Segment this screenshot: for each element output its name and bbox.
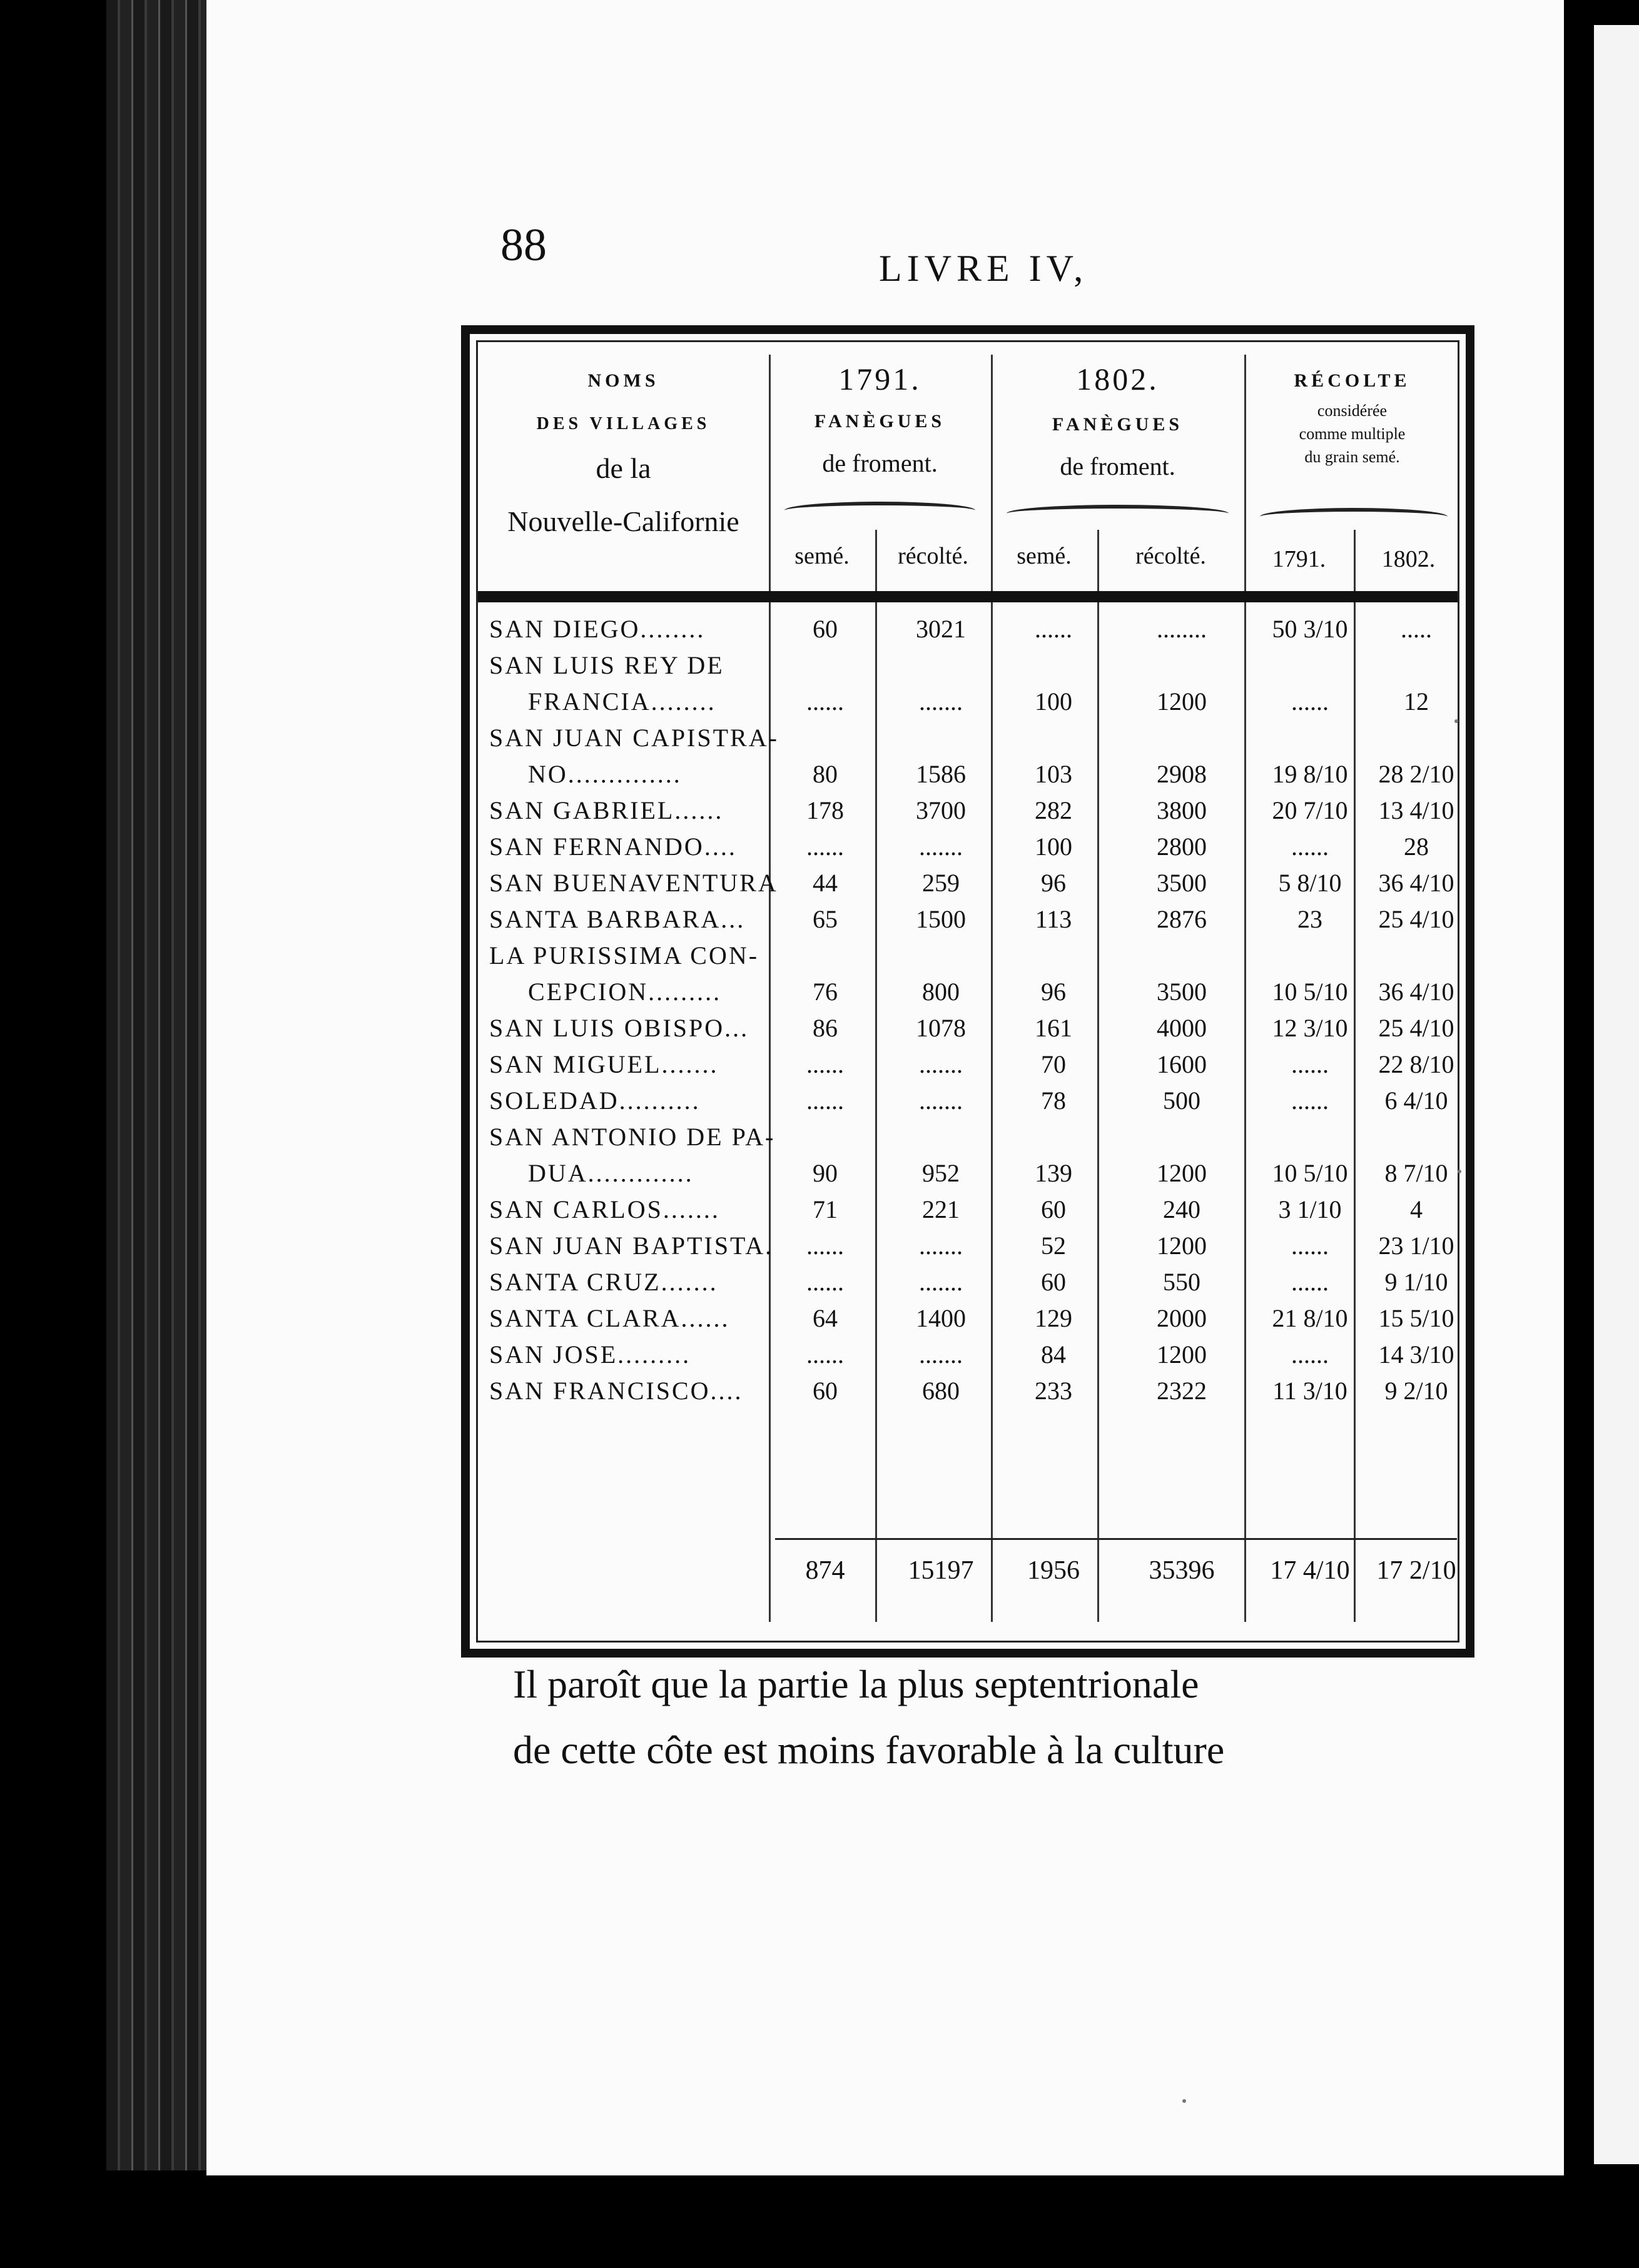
seme-1802: 113 xyxy=(1035,905,1072,933)
seme-1802: 52 xyxy=(1041,1232,1066,1260)
multiple-1802: 9 1/10 xyxy=(1384,1268,1448,1296)
seme-1802: 100 xyxy=(1035,833,1072,861)
seme-1791: 80 xyxy=(813,760,838,788)
seme-1802: 60 xyxy=(1041,1195,1066,1223)
recolte-1791: 221 xyxy=(922,1195,960,1223)
recolte-1791: ....... xyxy=(919,833,963,861)
total-seme-1802: 1956 xyxy=(1027,1556,1080,1585)
header-villages: DES VILLAGES xyxy=(536,414,711,433)
table-row xyxy=(484,1195,1451,1231)
page-number: 88 xyxy=(500,220,547,271)
multiple-1791: ...... xyxy=(1291,833,1329,861)
header-noms: NOMS xyxy=(587,370,659,391)
recolte-1802: 2876 xyxy=(1157,905,1207,933)
total-multiple-1791: 17 4/10 xyxy=(1270,1556,1350,1585)
seme-1791: 178 xyxy=(806,796,844,824)
seme-1791: 86 xyxy=(813,1014,838,1042)
body-text-line-2: de cette côte est moins favorable à la culture xyxy=(513,1728,1225,1772)
header-multiple-1791: 1791. xyxy=(1272,546,1326,572)
village-name: NO.............. xyxy=(528,760,682,788)
total-recolte-1791: 15197 xyxy=(908,1556,974,1585)
table-row xyxy=(484,941,1451,977)
seme-1791: 60 xyxy=(813,615,838,643)
recolte-1791: 680 xyxy=(922,1377,960,1405)
recolte-1791: ....... xyxy=(919,1268,963,1296)
seme-1802: 282 xyxy=(1035,796,1072,824)
seme-1791: 60 xyxy=(813,1377,838,1405)
multiple-1802: 28 2/10 xyxy=(1378,760,1454,788)
recolte-1802: 240 xyxy=(1163,1195,1200,1223)
village-name: SAN JUAN CAPISTRA- xyxy=(489,724,779,752)
table-row xyxy=(484,1050,1454,1086)
header-faneques-1791: FANÈGUES xyxy=(814,411,946,432)
village-name: SAN JOSE......... xyxy=(489,1340,691,1369)
multiple-1802: 25 4/10 xyxy=(1378,1014,1454,1042)
village-name: SAN CARLOS....... xyxy=(489,1195,720,1223)
village-name: DUA............. xyxy=(528,1159,694,1187)
multiple-1802: 25 4/10 xyxy=(1378,905,1454,933)
table-row xyxy=(484,832,1451,868)
data-table xyxy=(461,325,1474,1658)
multiple-1791: 11 3/10 xyxy=(1272,1377,1347,1405)
village-name: SAN LUIS OBISPO... xyxy=(489,1014,749,1042)
table-row xyxy=(484,868,1454,904)
recolte-1791: 259 xyxy=(922,869,960,897)
table-row xyxy=(484,1122,1451,1158)
village-name: SAN FRANCISCO.... xyxy=(489,1377,743,1405)
seme-1791: ...... xyxy=(806,1050,844,1078)
seme-1791: ...... xyxy=(806,1232,844,1260)
multiple-1802: 28 xyxy=(1404,833,1429,861)
village-name: SAN DIEGO........ xyxy=(489,615,706,643)
multiple-1802: 14 3/10 xyxy=(1378,1340,1454,1369)
seme-1802: ...... xyxy=(1035,615,1072,643)
table-row xyxy=(484,1013,1454,1050)
seme-1802: 78 xyxy=(1041,1086,1066,1115)
recolte-1802: 1200 xyxy=(1157,1340,1207,1369)
recolte-1802: 1200 xyxy=(1157,1159,1207,1187)
recolte-1791: 800 xyxy=(922,978,960,1006)
multiple-1791: 21 8/10 xyxy=(1272,1304,1348,1332)
recolte-1802: 2800 xyxy=(1157,833,1207,861)
brace-1791 xyxy=(784,502,975,519)
header-froment-1802: de froment. xyxy=(1060,452,1175,480)
multiple-1791: ...... xyxy=(1291,1340,1329,1369)
seme-1802: 103 xyxy=(1035,760,1072,788)
recolte-1802: 2322 xyxy=(1157,1377,1207,1405)
table-row xyxy=(484,977,1454,1013)
recolte-1791: 952 xyxy=(922,1159,960,1187)
seme-1791: ...... xyxy=(806,1086,844,1115)
recolte-1802: 2908 xyxy=(1157,760,1207,788)
village-name: CEPCION......... xyxy=(528,978,722,1006)
multiple-1791: 10 5/10 xyxy=(1272,1159,1348,1187)
header-recolte-1802: récolté. xyxy=(1135,543,1206,569)
multiple-1802: 6 4/10 xyxy=(1384,1086,1448,1115)
recolte-1802: 3500 xyxy=(1157,869,1207,897)
village-name: SAN FERNANDO.... xyxy=(489,833,737,861)
village-name: SAN MIGUEL....... xyxy=(489,1050,719,1078)
header-recolte-line3: du grain semé. xyxy=(1304,448,1400,466)
seme-1802: 161 xyxy=(1035,1014,1072,1042)
recolte-1802: 1200 xyxy=(1157,1232,1207,1260)
header-faneques-1802: FANÈGUES xyxy=(1052,414,1184,435)
header-froment-1791: de froment. xyxy=(822,449,938,477)
multiple-1791: 20 7/10 xyxy=(1272,796,1348,824)
multiple-1802: ..... xyxy=(1401,615,1432,643)
table-row xyxy=(484,1304,1454,1340)
multiple-1802: 15 5/10 xyxy=(1378,1304,1454,1332)
seme-1791: ...... xyxy=(806,1268,844,1296)
seme-1802: 70 xyxy=(1041,1050,1066,1078)
village-name: SANTA CRUZ....... xyxy=(489,1268,718,1296)
recolte-1791: 1500 xyxy=(916,905,966,933)
totals-row xyxy=(484,1556,1456,1592)
recolte-1791: 1586 xyxy=(916,760,966,788)
scan-speck xyxy=(1182,2099,1186,2103)
recolte-1791: 1078 xyxy=(916,1014,966,1042)
table-row xyxy=(484,614,1451,651)
multiple-1791: ...... xyxy=(1291,1232,1329,1260)
multiple-1791: 3 1/10 xyxy=(1278,1195,1342,1223)
recolte-1791: 3700 xyxy=(916,796,966,824)
multiple-1791: 19 8/10 xyxy=(1272,760,1348,788)
recolte-1791: ....... xyxy=(919,1232,963,1260)
village-name: SANTA CLARA...... xyxy=(489,1304,730,1332)
body-text-line-1: Il paroît que la partie la plus septentrionale xyxy=(513,1662,1199,1706)
scan-speck xyxy=(1454,719,1458,723)
recolte-1802: 4000 xyxy=(1157,1014,1207,1042)
facing-page-edge xyxy=(1594,25,1639,2164)
recolte-1791: 1400 xyxy=(916,1304,966,1332)
seme-1791: 76 xyxy=(813,978,838,1006)
village-name: SAN ANTONIO DE PA- xyxy=(489,1123,776,1151)
recolte-1791: 3021 xyxy=(916,615,966,643)
multiple-1791: 5 8/10 xyxy=(1278,869,1342,897)
recolte-1802: 1600 xyxy=(1157,1050,1207,1078)
recolte-1791: ....... xyxy=(919,1340,963,1369)
seme-1802: 100 xyxy=(1035,687,1072,716)
header-multiple-1802: 1802. xyxy=(1381,546,1436,572)
seme-1791: 64 xyxy=(813,1304,838,1332)
recolte-1791: ....... xyxy=(919,687,963,716)
seme-1791: 90 xyxy=(813,1159,838,1187)
header-nouvelle-californie: Nouvelle-Californie xyxy=(507,505,739,537)
seme-1791: 65 xyxy=(813,905,838,933)
multiple-1791: 10 5/10 xyxy=(1272,978,1348,1006)
multiple-1802: 22 8/10 xyxy=(1378,1050,1454,1078)
total-seme-1791: 874 xyxy=(805,1556,845,1585)
multiple-1791: ...... xyxy=(1291,1050,1329,1078)
seme-1802: 96 xyxy=(1041,869,1066,897)
recolte-1802: 1200 xyxy=(1157,687,1207,716)
multiple-1802: 9 2/10 xyxy=(1384,1377,1448,1405)
village-name: FRANCIA........ xyxy=(528,687,716,716)
recolte-1791: ....... xyxy=(919,1050,963,1078)
recolte-1802: 3800 xyxy=(1157,796,1207,824)
seme-1791: 71 xyxy=(813,1195,838,1223)
village-name: SAN BUENAVENTURA xyxy=(489,869,778,897)
seme-1802: 233 xyxy=(1035,1377,1072,1405)
table-row xyxy=(484,904,1454,941)
multiple-1802: 36 4/10 xyxy=(1378,978,1454,1006)
table-row xyxy=(484,723,1451,759)
brace-recolte xyxy=(1260,508,1448,525)
recolte-1802: 2000 xyxy=(1157,1304,1207,1332)
header-recolte-1791: récolté. xyxy=(898,543,968,569)
recolte-1802: ........ xyxy=(1157,615,1207,643)
multiple-1791: ...... xyxy=(1291,1268,1329,1296)
village-name: SAN GABRIEL...... xyxy=(489,796,724,824)
recolte-1802: 500 xyxy=(1163,1086,1200,1115)
seme-1802: 96 xyxy=(1041,978,1066,1006)
village-name: SOLEDAD.......... xyxy=(489,1086,701,1115)
multiple-1791: 12 3/10 xyxy=(1272,1014,1348,1042)
scan-speck xyxy=(1458,1170,1461,1173)
multiple-1791: ...... xyxy=(1291,687,1329,716)
table-row xyxy=(484,687,1451,723)
header-de-la: de la xyxy=(596,452,651,484)
table-row xyxy=(484,1340,1454,1376)
table-inner-border xyxy=(476,340,1459,1643)
header-recolte-line1: considérée xyxy=(1317,402,1388,420)
header-seme-1791: semé. xyxy=(794,543,850,569)
header-year-1791: 1791. xyxy=(838,362,921,397)
village-name: SANTA BARBARA... xyxy=(489,905,746,933)
village-name: SAN LUIS REY DE xyxy=(489,651,724,679)
seme-1791: ...... xyxy=(806,833,844,861)
multiple-1791: ...... xyxy=(1291,1086,1329,1115)
scan-border xyxy=(59,2175,1639,2268)
seme-1802: 84 xyxy=(1041,1340,1066,1369)
table-row xyxy=(484,796,1454,832)
seme-1791: 44 xyxy=(813,869,838,897)
multiple-1802: 36 4/10 xyxy=(1378,869,1454,897)
recolte-1802: 3500 xyxy=(1157,978,1207,1006)
header-seme-1802: semé. xyxy=(1017,543,1072,569)
table-row xyxy=(484,1086,1451,1122)
seme-1791: ...... xyxy=(806,687,844,716)
table-row xyxy=(484,1267,1451,1304)
header-year-1802: 1802. xyxy=(1076,362,1159,397)
multiple-1802: 8 7/10 xyxy=(1384,1159,1448,1187)
total-rule xyxy=(775,1538,1457,1540)
multiple-1802: 4 xyxy=(1410,1195,1423,1223)
multiple-1791: 50 3/10 xyxy=(1272,615,1348,643)
header-recolte-line2: comme multiple xyxy=(1299,425,1406,443)
total-multiple-1802: 17 2/10 xyxy=(1376,1556,1456,1585)
table-row xyxy=(484,1158,1451,1195)
multiple-1802: 12 xyxy=(1404,687,1429,716)
multiple-1802: 23 1/10 xyxy=(1378,1232,1454,1260)
total-recolte-1802: 35396 xyxy=(1149,1556,1215,1585)
running-head: LIVRE IV, xyxy=(879,248,1088,289)
multiple-1802: 13 4/10 xyxy=(1378,796,1454,824)
seme-1802: 139 xyxy=(1035,1159,1072,1187)
header-rule xyxy=(478,591,1458,602)
village-name: SAN JUAN BAPTISTA. xyxy=(489,1232,774,1260)
brace-1802 xyxy=(1007,505,1229,522)
seme-1802: 129 xyxy=(1035,1304,1072,1332)
seme-1791: ...... xyxy=(806,1340,844,1369)
multiple-1791: 23 xyxy=(1297,905,1322,933)
table-row xyxy=(484,651,1451,687)
table-row xyxy=(484,759,1454,796)
header-recolte: RÉCOLTE xyxy=(1294,370,1411,391)
village-name: LA PURISSIMA CON- xyxy=(489,941,759,969)
recolte-1802: 550 xyxy=(1163,1268,1200,1296)
seme-1802: 60 xyxy=(1041,1268,1066,1296)
table-row xyxy=(484,1376,1451,1412)
recolte-1791: ....... xyxy=(919,1086,963,1115)
table-row xyxy=(484,1231,1454,1267)
